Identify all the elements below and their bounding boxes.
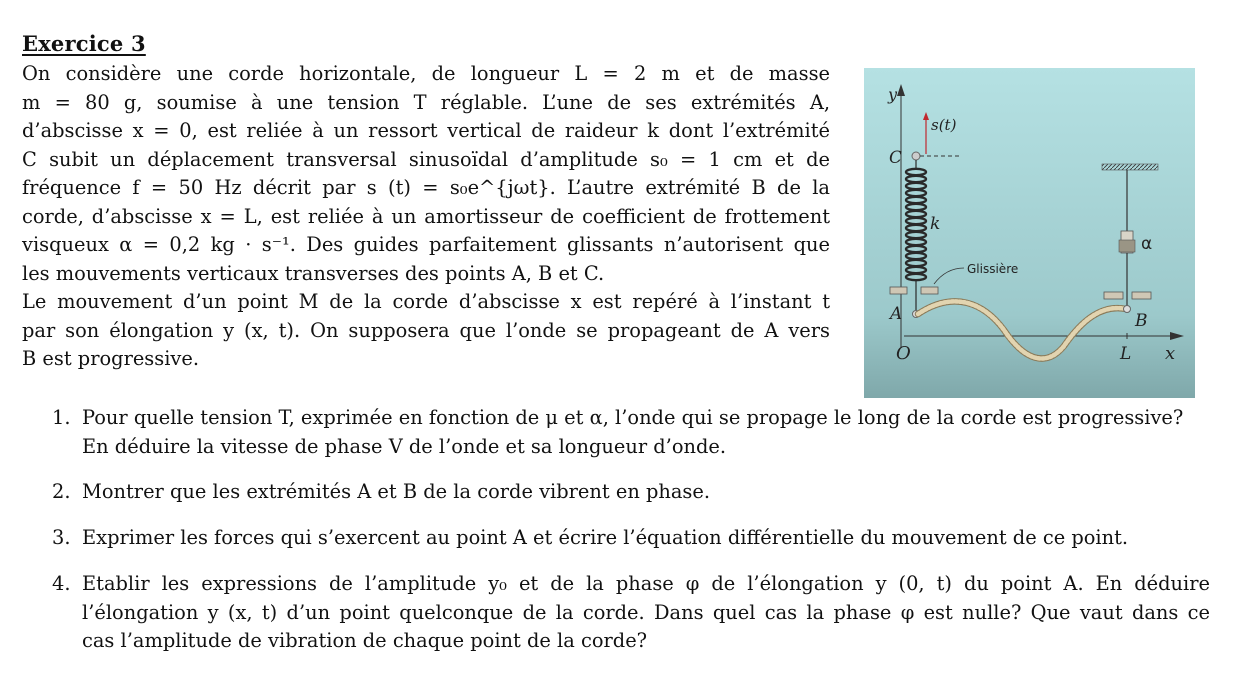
question-line: l’élongation y (x, t) d’un point quelconque de la corde. Dans quel cas la phase φ est nulle? Que vaut dans ce [82, 600, 1210, 624]
intro-paragraph [22, 60, 830, 374]
damper-label: α [1141, 234, 1153, 254]
point-c-label: C [889, 148, 903, 168]
point-l-label: L [1120, 344, 1132, 364]
question-line: Etablir les expressions de l’amplitude y₀ et de la phase φ de l’élongation y (0, t) du point A. En déduire [82, 572, 1210, 595]
intro-line: fréquence f = 50 Hz décrit par s (t) = s₀e^{jωt}. L’autre extrémité B de la [22, 176, 830, 199]
y-axis-label: y [888, 85, 898, 104]
signal-label: s(t) [931, 116, 957, 134]
guide-label: Glissière [967, 262, 1019, 276]
point-c-marker [912, 152, 920, 160]
intro-line: C subit un déplacement transversal sinusoïdal d’amplitude s₀ = 1 cm et de [22, 147, 830, 171]
question-number: 4. [52, 572, 71, 595]
guide-a-left [890, 287, 907, 294]
intro-line: On considère une corde horizontale, de longueur L = 2 m et de masse [22, 62, 830, 85]
point-b-label: B [1135, 311, 1148, 331]
point-b-marker [1124, 306, 1131, 313]
guide-b-left [1104, 292, 1123, 299]
spring-label: k [930, 214, 941, 234]
intro-line: m = 80 g, soumise à une tension T réglable. L’une de ses extrémités A, [22, 90, 830, 114]
intro-line: par son élongation y (x, t). On supposera que l’onde se propageant de A vers [22, 318, 830, 342]
guide-b-right [1132, 292, 1151, 299]
origin-label: O [896, 343, 911, 364]
figure-svg [864, 68, 1195, 398]
string-setup-figure [864, 68, 1195, 398]
question-number: 2. [52, 480, 71, 503]
intro-line: d’abscisse x = 0, est reliée à un ressort vertical de raideur k dont l’extrémité [22, 119, 830, 142]
intro-line: corde, d’abscisse x = L, est reliée à un amortisseur de coefficient de frottement [22, 204, 830, 228]
question-line: cas l’amplitude de vibration de chaque point de la corde? [82, 629, 648, 652]
intro-line: visqueux α = 0,2 kg · s⁻¹. Des guides parfaitement glissants n’autorisent que [22, 233, 830, 256]
question-line: Montrer que les extrémités A et B de la corde vibrent en phase. [82, 480, 711, 503]
question-number: 1. [52, 406, 71, 429]
damper-mount [1102, 164, 1158, 170]
question-number: 3. [52, 526, 71, 549]
question-line: Exprimer les forces qui s’exercent au point A et écrire l’équation différentielle du mouvement de ce point. [82, 526, 1129, 549]
damper-piston [1119, 240, 1135, 252]
question-line: En déduire la vitesse de phase V de l’onde et sa longueur d’onde. [82, 434, 727, 458]
intro-line: Le mouvement d’un point M de la corde d’abscisse x est repéré à l’instant t [22, 290, 830, 313]
intro-line: les mouvements verticaux transverses des points A, B et C. [22, 261, 605, 285]
exercise-title: Exercice 3 [22, 31, 146, 56]
guide-a-right [921, 287, 938, 294]
intro-line: B est progressive. [22, 347, 200, 370]
question-line: Pour quelle tension T, exprimée en fonction de μ et α, l’onde qui se propage le long de la corde est progressive? [82, 406, 1184, 429]
x-axis-label: x [1165, 343, 1176, 364]
point-a-label: A [890, 304, 903, 324]
